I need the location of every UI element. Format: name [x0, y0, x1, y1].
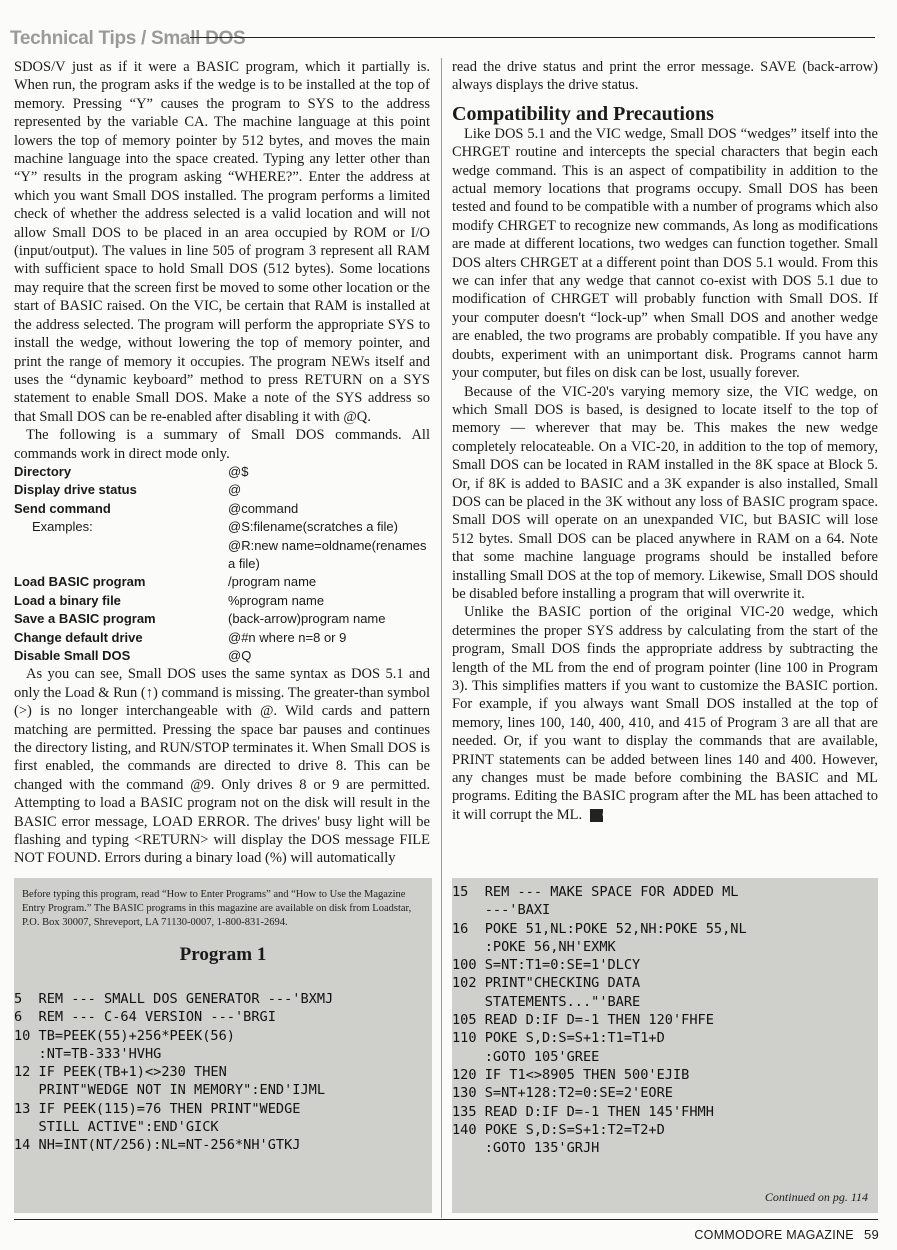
command-name: Load a binary file [14, 592, 121, 608]
command-syntax: @Q [228, 648, 252, 663]
command-row [14, 629, 430, 647]
command-name: Save a BASIC program [14, 611, 156, 627]
column-divider [441, 58, 442, 1218]
header-rule [190, 37, 875, 38]
command-row [14, 518, 430, 536]
command-name: Display drive status [14, 482, 137, 498]
command-syntax: @ [228, 482, 242, 498]
command-name: Send command [14, 500, 111, 516]
body-paragraph: Like DOS 5.1 and the VIC wedge, Small DOS “wedges” itself into the CHRGET routine and intercepts the special characters that begin each wedge command. This is an aspect of compatibility in addition to the actual memory locations that programs occupy. Small DOS has been tested and found to be compatible with a number of programs which also modify CHRGET to recognize new commands, As long as modifications are made at different locations, two wedges can function together. Small DOS alters CHRGET at a different point than DOS 5.1 would. From this we can infer that any wedge that cannot co-exist with DOS 5.1 due to modification of CHRGET will probably function with Small DOS. If your computer doesn't “lock-up” when Small DOS and another wedge are enabled, the two programs are probably compatible. If you have any doubts, experiment with an unimportant disk. Programs cannot harm your computer, but files on disk can be lost, usually forever. [452, 125, 878, 382]
command-row [14, 647, 430, 665]
program-listing-box [14, 878, 432, 1213]
section-heading: Compatibility and Precautions [452, 102, 714, 125]
body-paragraph: SDOS/V just as if it were a BASIC program, which it partially is. When run, the program asks if the wedge is to be installed at the top of memory. Pressing “Y” causes the program to SYS to the address represented by the variable CA. The machine language at this point lowers the top of memory pointer by 512 bytes, and moves the main machine language into the space created. Typing any letter other than “Y” results in the program asking “WHERE?”. Enter the address at which you want Small DOS installed. The program performs a limited check of whether the address selected is a valid location and will not allow Small DOS to be placed in an area occupied by ROM or I/O (input/output). The values in line 505 of program 3 represent all RAM with sufficient space to hold Small DOS (512 bytes). Some locations may require that the screen first be moved to some other location or the start of BASIC raised. On the VIC, be certain that RAM is installed at the address selected. The program will perform the appropriate SYS to install the wedge, without lowering the top of memory pointer, and print the range of memory it occupies. The program NEWs itself and uses the “dynamic keyboard” method to press RETURN on a SYS statement to enable Small DOS. Make a note of the SYS address so that Small DOS can be re-enabled after disabling it with @Q. [14, 59, 430, 425]
command-row [14, 610, 430, 628]
paragraph-text: Unlike the BASIC portion of the original VIC-20 wedge, which determines the proper SYS address by calculating from the start of the program, Small DOS finds the appropriate address by subtracting the length of the ML from the end of program pointer (line 100 in Program 3). This simplifies matters if you want to customize the BASIC portion. For example, if you always want Small DOS installed at the top of memory, lines 100, 140, 400, 410, and 415 of Program 3 are all that are needed. Or, if you want to display the commands that are available, PRINT statements can be added between lines 140 and 400. However, any changes must be made before combining the BASIC and ML programs. Editing the BASIC program after the ML has been attached to it will corrupt the ML. [452, 604, 878, 823]
command-name: Change default drive [14, 629, 143, 645]
page-number: 59 [863, 1227, 879, 1242]
footer-rule [14, 1219, 878, 1220]
program-listing-continuation [452, 878, 878, 1213]
command-name: Disable Small DOS [14, 648, 131, 663]
page-header [0, 28, 880, 52]
command-syntax: @#n where n=8 or 9 [228, 629, 347, 645]
left-column [14, 58, 430, 868]
section-title: Technical Tips / Small DOS [10, 28, 246, 49]
command-name [14, 537, 228, 574]
body-paragraph: The following is a summary of Small DOS commands. All commands work in direct mode only. [14, 427, 430, 462]
program-title: Program 1 [179, 944, 267, 965]
command-syntax: @S:filename(scratches a file) [228, 519, 398, 535]
program-entry-note: Before typing this program, read “How to Enter Programs” and “How to Use the Magazine Entry Program.” The BASIC programs in this magazine are available on disk from Loadstar, P.O. Box 30007, Shreveport, LA 71130-0007, 1-800-831-2694. [22, 889, 412, 928]
command-name: Load BASIC program [14, 574, 146, 590]
command-row [14, 592, 430, 610]
command-row [14, 537, 430, 574]
command-syntax: %program name [228, 592, 325, 608]
body-paragraph [452, 603, 878, 824]
command-name: Examples: [32, 519, 93, 535]
program-listing-code: 5 REM --- SMALL DOS GENERATOR ---'BXMJ 6 REM --- C-64 VERSION ---'BRGI 10 TB=PEEK(55)+256*PEEK(56) :NT=TB-333'HVHG 12 IF PEEK(TB+1)<>230 THEN PRINT"WEDGE NOT IN MEMORY":END'IJML 13 IF PEEK(115)=76 THEN PRINT"WEDGE STILL ACTIVE":END'GICK 14 NH=INT(NT/256):NL=NT-256*NH'GTKJ [14, 991, 334, 1154]
page-footer [694, 1227, 879, 1242]
command-syntax: @command [228, 500, 299, 516]
magazine-name: COMMODORE MAGAZINE [694, 1228, 854, 1242]
command-name: Directory [14, 463, 72, 479]
command-syntax: @R:new name=oldname(renames a file) [228, 537, 427, 571]
command-row [14, 573, 430, 591]
command-summary-table [14, 463, 430, 665]
command-syntax: /program name [228, 574, 317, 590]
body-paragraph: As you can see, Small DOS uses the same syntax as DOS 5.1 and only the Load & Run (↑) command is missing. The greater-than symbol (>) is no longer interchangeable with @. Wild cards and pattern matching are permitted. Pressing the space bar pauses and continues the directory listing, and RUN/STOP terminates it. When Small DOS is first enabled, the commands are directed to drive 8. This can be changed with the command @9. Only drives 8 or 9 are permitted. Attempting to load a BASIC program not on the disk will result in the BASIC error message, LOAD ERROR. The drives' busy light will be flashing and typing <RETURN> will display the DOS message FILE NOT FOUND. Errors during a binary load (%) will automatically [14, 666, 430, 867]
end-of-article-icon: C [590, 809, 603, 822]
command-row [14, 500, 430, 518]
right-column [452, 58, 878, 824]
command-syntax: @$ [228, 463, 249, 479]
body-paragraph: Because of the VIC-20's varying memory size, the VIC wedge, on which Small DOS is based, is designed to locate itself to the top of memory — wherever that may be. This makes the new wedge completely relocateable. On a VIC-20, in addition to the top of memory, Small DOS can be located in RAM installed in the 8K space at Block 5. Or, if 8K is added to BASIC and a 3K expander is also installed, Small DOS can be placed in the 3K without any loss of BASIC program space. Small DOS will operate on an unexpanded VIC, but BASIC will lose 512 bytes. Small DOS can be placed anywhere in RAM on a 64. Note that some machine language programs should be installed before installing Small DOS at the top of memory. Likewise, Small DOS should be disabled before installing a program that will overwrite it. [452, 383, 878, 602]
program-listing-code: 15 REM --- MAKE SPACE FOR ADDED ML ---'BAXI 16 POKE 51,NL:POKE 52,NH:POKE 55,NL :POKE 56,NH'EXMK 100 S=NT:T1=0:SE=1'DLCY 102 PRINT"CHECKING DATA STATEMENTS..."'BARE 105 READ D:IF D=-1 THEN 120'FHFE 110 POKE S,D:S=S+1:T1=T1+D :GOTO 105'GREE 120 IF T1<>8905 THEN 500'EJIB 130 S=NT+128:T2=0:SE=2'EORE 135 READ D:IF D=-1 THEN 145'FHMH 140 POKE S,D:S=S+1:T2=T2+D :GOTO 135'GRJH [452, 884, 747, 1157]
body-paragraph: read the drive status and print the error message. SAVE (back-arrow) always displays the drive status. [452, 59, 878, 94]
command-syntax: (back-arrow)program name [228, 611, 386, 627]
command-row [14, 463, 430, 481]
continued-note: Continued on pg. 114 [764, 1190, 868, 1204]
command-row [14, 481, 430, 499]
